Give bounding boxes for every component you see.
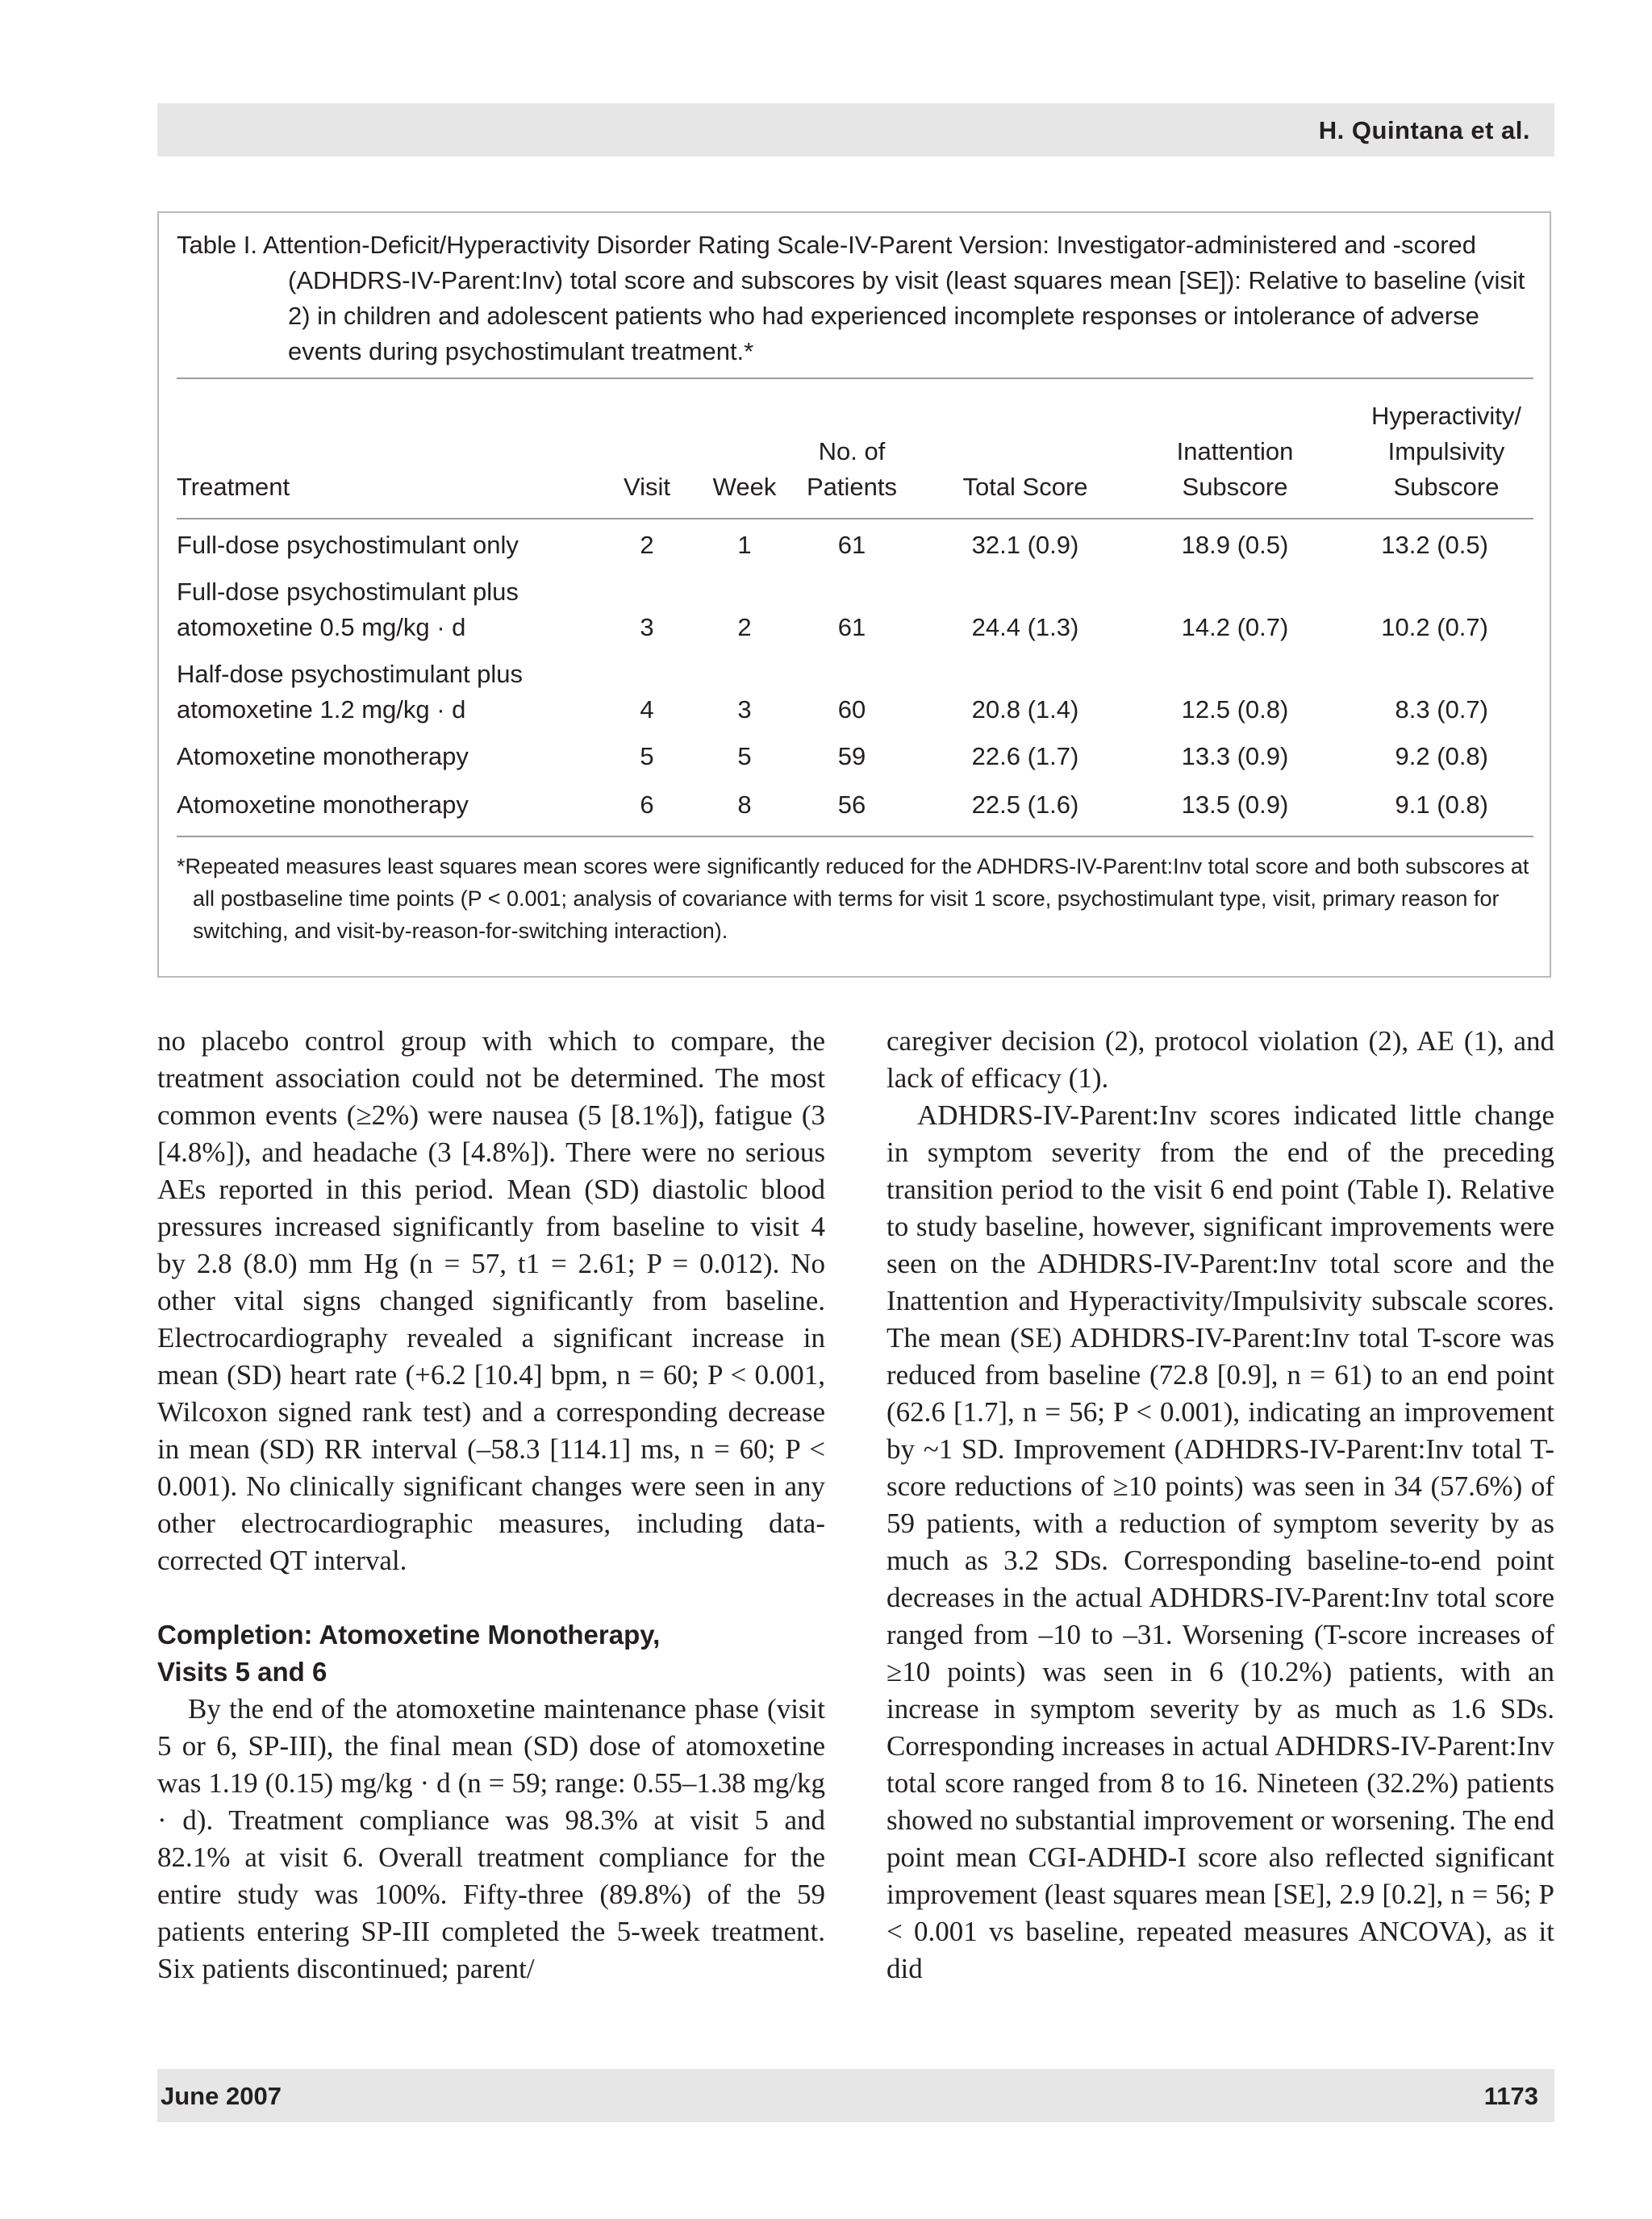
row-treatment: Full-dose psychostimulant only <box>177 531 519 559</box>
row-visit: 2 <box>640 531 654 559</box>
col-header-treatment: Treatment <box>177 473 290 501</box>
row-visit: 6 <box>640 790 654 819</box>
row-week: 1 <box>737 531 752 559</box>
section-heading-line1: Completion: Atomoxetine Monotherapy, <box>157 1620 661 1650</box>
col-header-hyperactivity-line2: Impulsivity <box>1387 437 1505 465</box>
col-header-inattention-line2: Subscore <box>1182 473 1288 501</box>
row-week: 2 <box>737 613 752 641</box>
row-hyperactivity: 10.2 (0.7) <box>1381 613 1488 641</box>
body-paragraph: caregiver decision (2), protocol violation (2), AE (1), and lack of efficacy (1). <box>886 1025 1554 1094</box>
row-inattention: 12.5 (0.8) <box>1181 695 1289 724</box>
page-number: 1173 <box>1483 2082 1538 2110</box>
table-top-rule <box>177 377 1533 379</box>
col-header-total-score: Total Score <box>962 473 1088 501</box>
row-treatment: Atomoxetine monotherapy <box>177 790 469 819</box>
row-inattention: 13.3 (0.9) <box>1181 742 1289 770</box>
row-total-score: 22.6 (1.7) <box>971 742 1079 770</box>
row-treatment: Full-dose psychostimulant plus <box>177 578 519 606</box>
row-patients: 56 <box>837 790 866 819</box>
table-caption: Table I. Attention-Deficit/Hyperactivity Disorder Rating Scale-IV-Parent Version: Investigator-administered and -scored (ADHDRS-IV-Parent:Inv) total score and subscores by visit (least squares mean [SE]): Relative to baseline (visit 2) in children and adolescent patients who had experienced incomplete responses or intolerance of adverse events during psychostimulant treatment.* <box>177 231 1525 365</box>
row-week: 8 <box>737 790 752 819</box>
body-paragraph: By the end of the atomoxetine maintenance phase (visit 5 or 6, SP-III), the final mean (SD) dose of atomoxetine was 1.19 (0.15) mg/kg · d (n = 59; range: 0.55–1.38 mg/kg · d). Treatment compliance was 98.3% at visit 5 and 82.1% at visit 6. Overall treatment compliance for the entire study was 100%. Fifty-three (89.8%) of the 59 patients entering SP-III completed the 5-week treatment. Six patients discontinued; parent/ <box>157 1693 825 1984</box>
row-visit: 5 <box>640 742 654 770</box>
row-inattention: 13.5 (0.9) <box>1181 790 1289 819</box>
row-total-score: 24.4 (1.3) <box>971 613 1079 641</box>
table-header-rule <box>177 518 1533 519</box>
body-paragraph: ADHDRS-IV-Parent:Inv scores indicated little change in symptom severity from the end of the preceding transition period to the visit 6 end point (Table I). Relative to study baseline, however, significant improvements were seen on the ADHDRS-IV-Parent:Inv total score and the Inattention and Hyperactivity/Impulsivity subscale scores. The mean (SE) ADHDRS-IV-Parent:Inv total T-score was reduced from baseline (72.8 [0.9], n = 61) to an end point (62.6 [1.7], n = 56; P < 0.001), indicating an improvement by ~1 SD. Improvement (ADHDRS-IV-Parent:Inv total T-score reductions of ≥10 points) was seen in 34 (57.6%) of 59 patients, with a reduction of symptom severity by as much as 3.2 SDs. Corresponding baseline-to-end point decreases in the actual ADHDRS-IV-Parent:Inv total score ranged from –10 to –31. Worsening (T-score increases of ≥10 points) was seen in 6 (10.2%) patients, with an increase in symptom severity by as much as 1.6 SDs. Corresponding increases in actual ADHDRS-IV-Parent:Inv total score ranged from 8 to 16. Nineteen (32.2%) patients showed no substantial improvement or worsening. The end point mean CGI-ADHD-I score also reflected significant improvement (least squares mean [SE], 2.9 [0.2], n = 56; P < 0.001 vs baseline, repeated measures ANCOVA), as it did <box>886 1099 1554 1984</box>
row-treatment: Atomoxetine monotherapy <box>177 742 469 770</box>
table-footnote: *Repeated measures least squares mean scores were significantly reduced for the ADHDRS-IV-Parent:Inv total score and both subscores at all postbaseline time points (P < 0.001; analysis of covariance with terms for visit 1 score, psychostimulant type, visit, primary reason for switching, and visit-by-reason-for-switching interaction). <box>177 854 1529 943</box>
row-patients: 60 <box>837 695 866 724</box>
row-inattention: 14.2 (0.7) <box>1181 613 1289 641</box>
col-header-hyperactivity-line3: Subscore <box>1393 473 1500 501</box>
row-total-score: 32.1 (0.9) <box>971 531 1079 559</box>
row-hyperactivity: 13.2 (0.5) <box>1381 531 1488 559</box>
running-footer <box>157 2069 1554 2122</box>
row-patients: 61 <box>837 531 866 559</box>
row-week: 5 <box>737 742 752 770</box>
row-patients: 61 <box>837 613 866 641</box>
col-header-hyperactivity-line1: Hyperactivity/ <box>1370 402 1522 430</box>
row-treatment-line2: atomoxetine 1.2 mg/kg · d <box>177 695 466 724</box>
row-visit: 4 <box>640 695 654 724</box>
row-hyperactivity: 9.2 (0.8) <box>1395 742 1488 770</box>
body-paragraph: no placebo control group with which to compare, the treatment association could not be determined. The most common events (≥2%) were nausea (5 [8.1%]), fatigue (3 [4.8%]), and headache (3 [4.8%]). There were no serious AEs reported in this period. Mean (SD) diastolic blood pressures increased significantly from baseline to visit 4 by 2.8 (8.0) mm Hg (n = 57, t1 = 2.61; P = 0.012). No other vital signs changed significantly from baseline. Electrocardiography revealed a significant increase in mean (SD) heart rate (+6.2 [10.4] bpm, n = 60; P < 0.001, Wilcoxon signed rank test) and a corresponding decrease in mean (SD) RR interval (–58.3 [114.1] ms, n = 60; P < 0.001). No clinically significant changes were seen in any other electrocardiographic measures, including data-corrected QT interval. <box>157 1025 825 1576</box>
row-treatment: Half-dose psychostimulant plus <box>177 660 524 688</box>
author-running-head: H. Quintana et al. <box>1318 116 1530 144</box>
body-column-left <box>157 1023 825 1988</box>
row-hyperactivity: 8.3 (0.7) <box>1395 695 1488 724</box>
col-header-week: Week <box>712 473 777 501</box>
col-header-patients-line1: No. of <box>818 437 886 465</box>
body-column-right <box>886 1023 1554 1988</box>
col-header-patients-line2: Patients <box>806 473 898 501</box>
section-heading-line2: Visits 5 and 6 <box>157 1657 327 1687</box>
footer-date: June 2007 <box>161 2082 282 2110</box>
row-total-score: 22.5 (1.6) <box>971 790 1079 819</box>
row-week: 3 <box>737 695 752 724</box>
col-header-inattention-line1: Inattention <box>1176 437 1294 465</box>
running-header <box>157 103 1554 156</box>
row-hyperactivity: 9.1 (0.8) <box>1395 790 1488 819</box>
section-heading <box>157 1616 825 1691</box>
col-header-visit: Visit <box>623 473 671 501</box>
row-visit: 3 <box>640 613 654 641</box>
row-inattention: 18.9 (0.5) <box>1181 531 1289 559</box>
table-bottom-rule <box>177 836 1533 837</box>
row-total-score: 20.8 (1.4) <box>971 695 1079 724</box>
row-treatment-line2: atomoxetine 0.5 mg/kg · d <box>177 613 466 641</box>
row-patients: 59 <box>837 742 866 770</box>
table-panel <box>157 211 1551 978</box>
